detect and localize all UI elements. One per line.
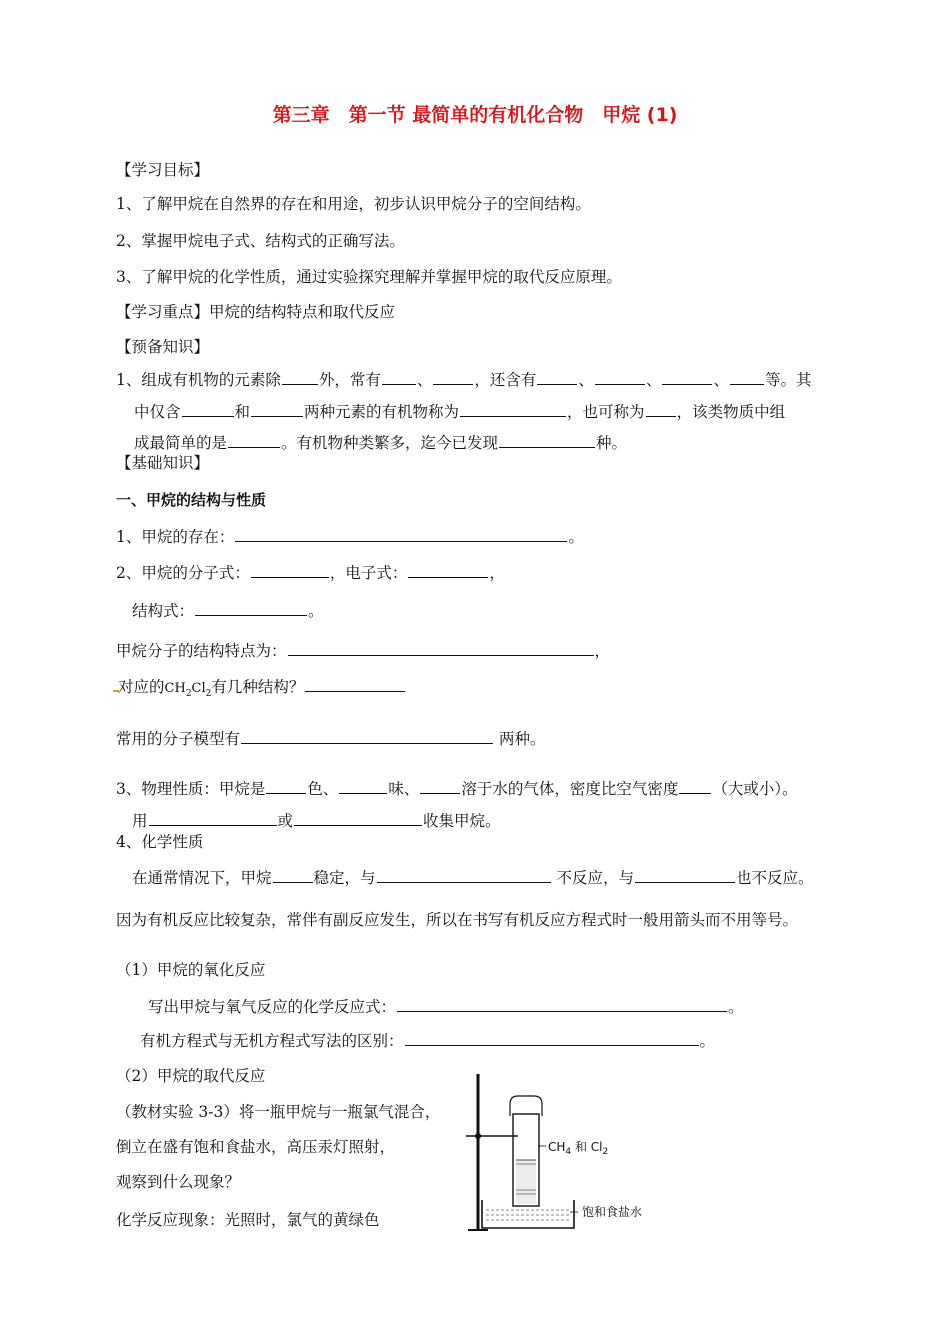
part1-heading: 一、甲烷的结构与性质: [116, 491, 267, 509]
text: 1、甲烷的存在：: [116, 528, 235, 546]
fill-blank[interactable]: [537, 369, 577, 385]
text: 两种元素的有机物称为: [304, 403, 460, 421]
models-line: [116, 728, 950, 749]
prep-line-1: [116, 369, 950, 390]
fill-blank[interactable]: [195, 600, 307, 616]
text: 甲烷分子的结构特点为：: [116, 642, 287, 660]
fill-blank[interactable]: [646, 401, 676, 417]
text: （大或小）。: [712, 780, 798, 798]
fill-blank[interactable]: [251, 401, 303, 417]
text: 色、: [307, 780, 339, 798]
experiment-line-4: 化学反应现象：光照时，氯气的黄绿色: [116, 1211, 380, 1229]
saturated-brine-label: 饱和食盐水: [582, 1205, 643, 1219]
exist-line: [116, 526, 950, 547]
fill-blank[interactable]: [635, 867, 735, 883]
text: 成最简单的是: [134, 434, 228, 452]
text: 3、物理性质：甲烷是: [116, 780, 266, 798]
text: 用: [132, 812, 148, 830]
text: 种。: [596, 434, 628, 452]
formula-ch: CH: [164, 681, 186, 696]
text: 对应的: [118, 678, 165, 696]
subscript: 2: [185, 689, 192, 700]
text: 、: [645, 371, 662, 389]
experiment-line-1: （教材实验 3-3）将一瓶甲烷与一瓶氯气混合，: [116, 1103, 441, 1121]
text: 有几种结构？: [211, 678, 305, 696]
text: 。: [568, 528, 584, 546]
fill-blank[interactable]: [420, 778, 460, 794]
text: 两种。: [494, 730, 546, 748]
ch2cl2-line: [118, 676, 950, 704]
text: ，: [594, 642, 611, 660]
substitution-heading: （2）甲烷的取代反应: [116, 1067, 266, 1085]
text: ，还含有: [474, 371, 537, 389]
chem-heading: 4、化学性质: [116, 833, 204, 851]
fill-blank[interactable]: [266, 778, 306, 794]
goal-1: 1、了解甲烷在自然界的存在和用途，初步认识甲烷分子的空间结构。: [116, 195, 591, 213]
text: ，电子式：: [329, 564, 408, 582]
text: 等。其: [764, 371, 812, 389]
text: 外，常有: [318, 371, 381, 389]
text: 中仅含: [134, 403, 181, 421]
text: 不反应，与: [551, 869, 634, 887]
text: ，也可称为: [567, 403, 645, 421]
text: 。: [728, 998, 744, 1016]
collect-line: [132, 810, 950, 831]
tube-liquid: [516, 1160, 536, 1204]
text: 稳定，与: [313, 869, 376, 887]
goal-2: 2、掌握甲烷电子式、结构式的正确写法。: [116, 232, 405, 250]
features-line: [116, 640, 950, 661]
fill-blank[interactable]: [241, 728, 493, 744]
text: 。有机物种类繁多，迄今已发现: [281, 434, 499, 452]
text: 。: [308, 602, 324, 620]
text: 写出甲烷与氧气反应的化学反应式：: [148, 998, 397, 1016]
text: 味、: [388, 780, 420, 798]
text: 也不反应。: [735, 869, 814, 887]
fill-blank[interactable]: [662, 369, 712, 385]
clamp-knob: [475, 1133, 481, 1139]
fill-blank[interactable]: [433, 369, 473, 385]
fill-blank[interactable]: [288, 640, 594, 656]
physical-line: [116, 778, 950, 799]
text: 结构式：: [132, 602, 195, 620]
text: 1、组成有机物的元素除: [116, 371, 281, 389]
goal-3: 3、了解甲烷的化学性质，通过实验探究理解并掌握甲烷的取代反应原理。: [116, 268, 622, 286]
structural-line: [132, 600, 950, 621]
fill-blank[interactable]: [273, 867, 313, 883]
goals-heading: 【学习目标】: [116, 161, 210, 179]
experiment-line-3: 观察到什么现象？: [116, 1173, 241, 1191]
text: 溶于水的气体，密度比空气密度: [461, 780, 679, 798]
fill-blank[interactable]: [339, 778, 387, 794]
fill-blank[interactable]: [408, 562, 488, 578]
text: 有机方程式与无机方程式写法的区别：: [140, 1032, 404, 1050]
normal-conditions-line: [132, 867, 950, 888]
page-title: 第三章 第一节 最简单的有机化合物 甲烷 (1): [272, 104, 678, 126]
text: 。: [699, 1032, 716, 1050]
formula-line: [116, 562, 950, 583]
fill-blank[interactable]: [182, 401, 234, 417]
subscript: 2: [205, 689, 212, 700]
text: 2、甲烷的分子式：: [116, 564, 250, 582]
text: 、: [578, 371, 594, 389]
fill-blank[interactable]: [305, 676, 405, 692]
fill-blank[interactable]: [730, 369, 764, 385]
fill-blank[interactable]: [397, 996, 727, 1012]
experiment-line-2: 倒立在盛有饱和食盐水，高压汞灯照射，: [116, 1138, 396, 1156]
trough: [482, 1200, 574, 1228]
fill-blank[interactable]: [235, 526, 567, 542]
text: 、: [713, 371, 729, 389]
arrow-note: 因为有机反应比较复杂，常伴有副反应发生，所以在书写有机反应方程式时一般用箭头而不用等号。: [116, 911, 799, 929]
basic-heading: 【基础知识】: [116, 454, 210, 472]
fill-blank[interactable]: [499, 432, 595, 448]
text: ，该类物质中组: [676, 403, 786, 421]
text: 和: [234, 403, 251, 421]
text: 在通常情况下，甲烷: [132, 869, 272, 887]
fill-blank[interactable]: [382, 369, 416, 385]
prep-line-3: [134, 432, 950, 453]
fill-blank[interactable]: [294, 810, 422, 826]
formula-cl: Cl: [191, 681, 206, 696]
fill-blank[interactable]: [377, 867, 551, 883]
oxidation-diff-line: [140, 1030, 950, 1051]
apparatus-figure: [458, 1068, 688, 1238]
text: ，: [489, 564, 505, 582]
fill-blank[interactable]: [251, 562, 329, 578]
prep-heading: 【预备知识】: [116, 338, 210, 356]
fill-blank[interactable]: [149, 810, 277, 826]
fill-blank[interactable]: [595, 369, 645, 385]
gas-label: $CH_4$ 和 $Cl_2$: [548, 1140, 609, 1157]
oxidation-write-line: [148, 996, 950, 1017]
focus-line: 【学习重点】甲烷的结构特点和取代反应: [116, 303, 396, 321]
fill-blank[interactable]: [228, 432, 280, 448]
test-tube-cap: [510, 1096, 542, 1116]
oxidation-heading: （1）甲烷的氧化反应: [116, 961, 266, 979]
text: 、: [416, 371, 433, 389]
fill-blank[interactable]: [679, 778, 711, 794]
text: 常用的分子模型有: [116, 730, 241, 748]
text: 收集甲烷。: [423, 812, 501, 830]
prep-line-2: [134, 401, 950, 422]
fill-blank[interactable]: [460, 401, 566, 417]
fill-blank[interactable]: [282, 369, 318, 385]
fill-blank[interactable]: [405, 1030, 699, 1046]
text: 或: [277, 812, 294, 830]
